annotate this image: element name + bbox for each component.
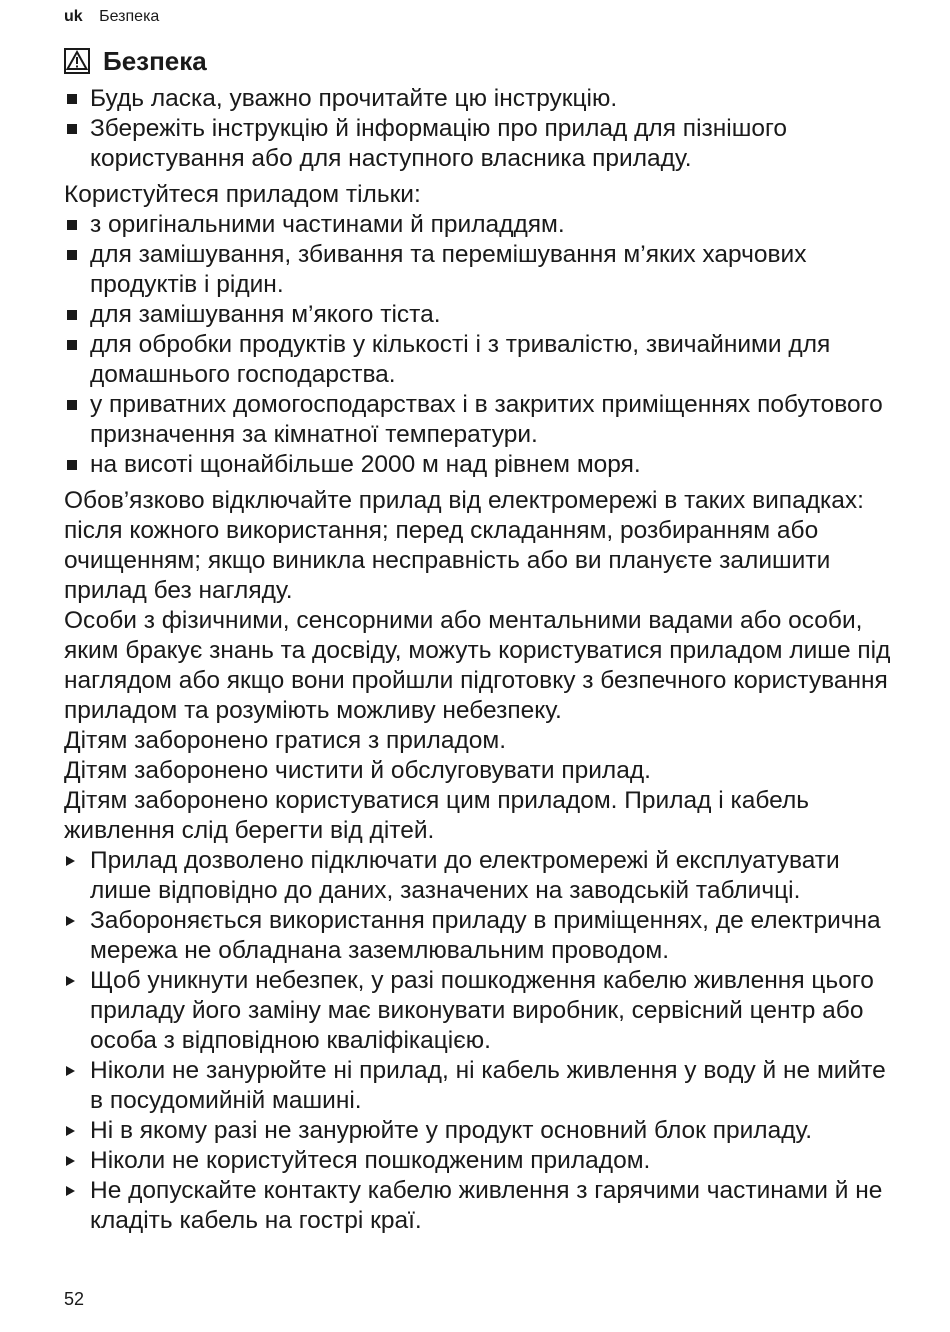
list-item <box>64 1176 894 1236</box>
intro-list <box>64 84 894 174</box>
page-title: Безпека <box>103 46 207 76</box>
list-item <box>64 1116 894 1146</box>
warning-triangle-icon <box>64 48 90 74</box>
arrow-marker-icon <box>66 1186 75 1196</box>
list-item: на висоті щонайбільше 2000 м над рівнем моря. <box>64 450 894 480</box>
paragraph-disconnect: Обов’язково відключайте прилад від електромережі в таких випадках: після кожного використання; перед складанням, розбиранням або очищенням; якщо виникла несправність або ви плануєте залишити прилад без нагляду. <box>64 487 864 604</box>
list-item <box>64 1146 894 1176</box>
list-item: Будь ласка, уважно прочитайте цю інструкцію. <box>64 84 894 114</box>
list-item <box>64 1056 894 1116</box>
list-item-text: Щоб уникнути небезпек, у разі пошкодження кабелю живлення цього приладу його заміну має виконувати виробник, сервісний центр або особа з відповідною кваліфікацією. <box>90 967 874 1054</box>
list-item-text: Ніколи не користуйтеся пошкодженим приладом. <box>90 1147 651 1174</box>
list-item <box>64 966 894 1056</box>
usage-list <box>64 210 894 480</box>
list-item: з оригінальними частинами й приладдям. <box>64 210 894 240</box>
list-item-text: Ніколи не занурюйте ні прилад, ні кабель живлення у воду й не мийте в посудомийній машині. <box>90 1057 886 1114</box>
paragraph-children-clean: Дітям заборонено чистити й обслуговувати прилад. <box>64 757 651 784</box>
paragraph-children-play: Дітям заборонено гратися з приладом. <box>64 727 507 754</box>
list-item-text: Ні в якому разі не занурюйте у продукт основний блок приладу. <box>90 1117 813 1144</box>
page-content <box>64 44 894 1236</box>
list-item: Збережіть інструкцію й інформацію про прилад для пізнішого користування або для наступного власника приладу. <box>64 114 894 174</box>
page-number: 52 <box>64 1289 85 1309</box>
usage-intro: Користуйтеся приладом тільки: <box>64 181 421 208</box>
running-header-section: Безпека <box>99 8 160 25</box>
paragraph-children-use: Дітям заборонено користуватися цим приладом. Прилад і кабель живлення слід берегти від дітей. <box>64 787 810 844</box>
arrow-marker-icon <box>66 976 75 986</box>
list-item: для обробки продуктів у кількості і з тривалістю, звичайними для домашнього господарства. <box>64 330 894 390</box>
list-item: для замішування м’якого тіста. <box>64 300 894 330</box>
arrow-marker-icon <box>66 1156 75 1166</box>
list-item-text: Не допускайте контакту кабелю живлення з гарячими частинами й не кладіть кабель на гострі краї. <box>90 1177 883 1234</box>
arrow-marker-icon <box>66 856 75 866</box>
section-heading <box>64 44 894 78</box>
list-item-text: Забороняється використання приладу в приміщеннях, де електрична мережа не обладнана заземлювальним проводом. <box>90 907 881 964</box>
warning-list <box>64 846 894 1236</box>
list-item: для замішування, збивання та перемішування м’яких харчових продуктів і рідин. <box>64 240 894 300</box>
arrow-marker-icon <box>66 1066 75 1076</box>
list-item <box>64 846 894 906</box>
paragraph-persons: Особи з фізичними, сенсорними або ментальними вадами або особи, яким бракує знань та досвіду, можуть користуватися приладом лише під наглядом або якщо вони пройшли підготовку з безпечного користування приладом та розуміють можливу небезпеку. <box>64 607 891 724</box>
list-item <box>64 906 894 966</box>
arrow-marker-icon <box>66 1126 75 1136</box>
list-item: у приватних домогосподарствах і в закритих приміщеннях побутового призначення за кімнатної температури. <box>64 390 894 450</box>
list-item-text: Прилад дозволено підключати до електромережі й експлуатувати лише відповідно до даних, зазначених на заводській табличці. <box>90 847 840 904</box>
arrow-marker-icon <box>66 916 75 926</box>
running-header <box>64 7 159 27</box>
language-code: uk <box>64 8 83 25</box>
